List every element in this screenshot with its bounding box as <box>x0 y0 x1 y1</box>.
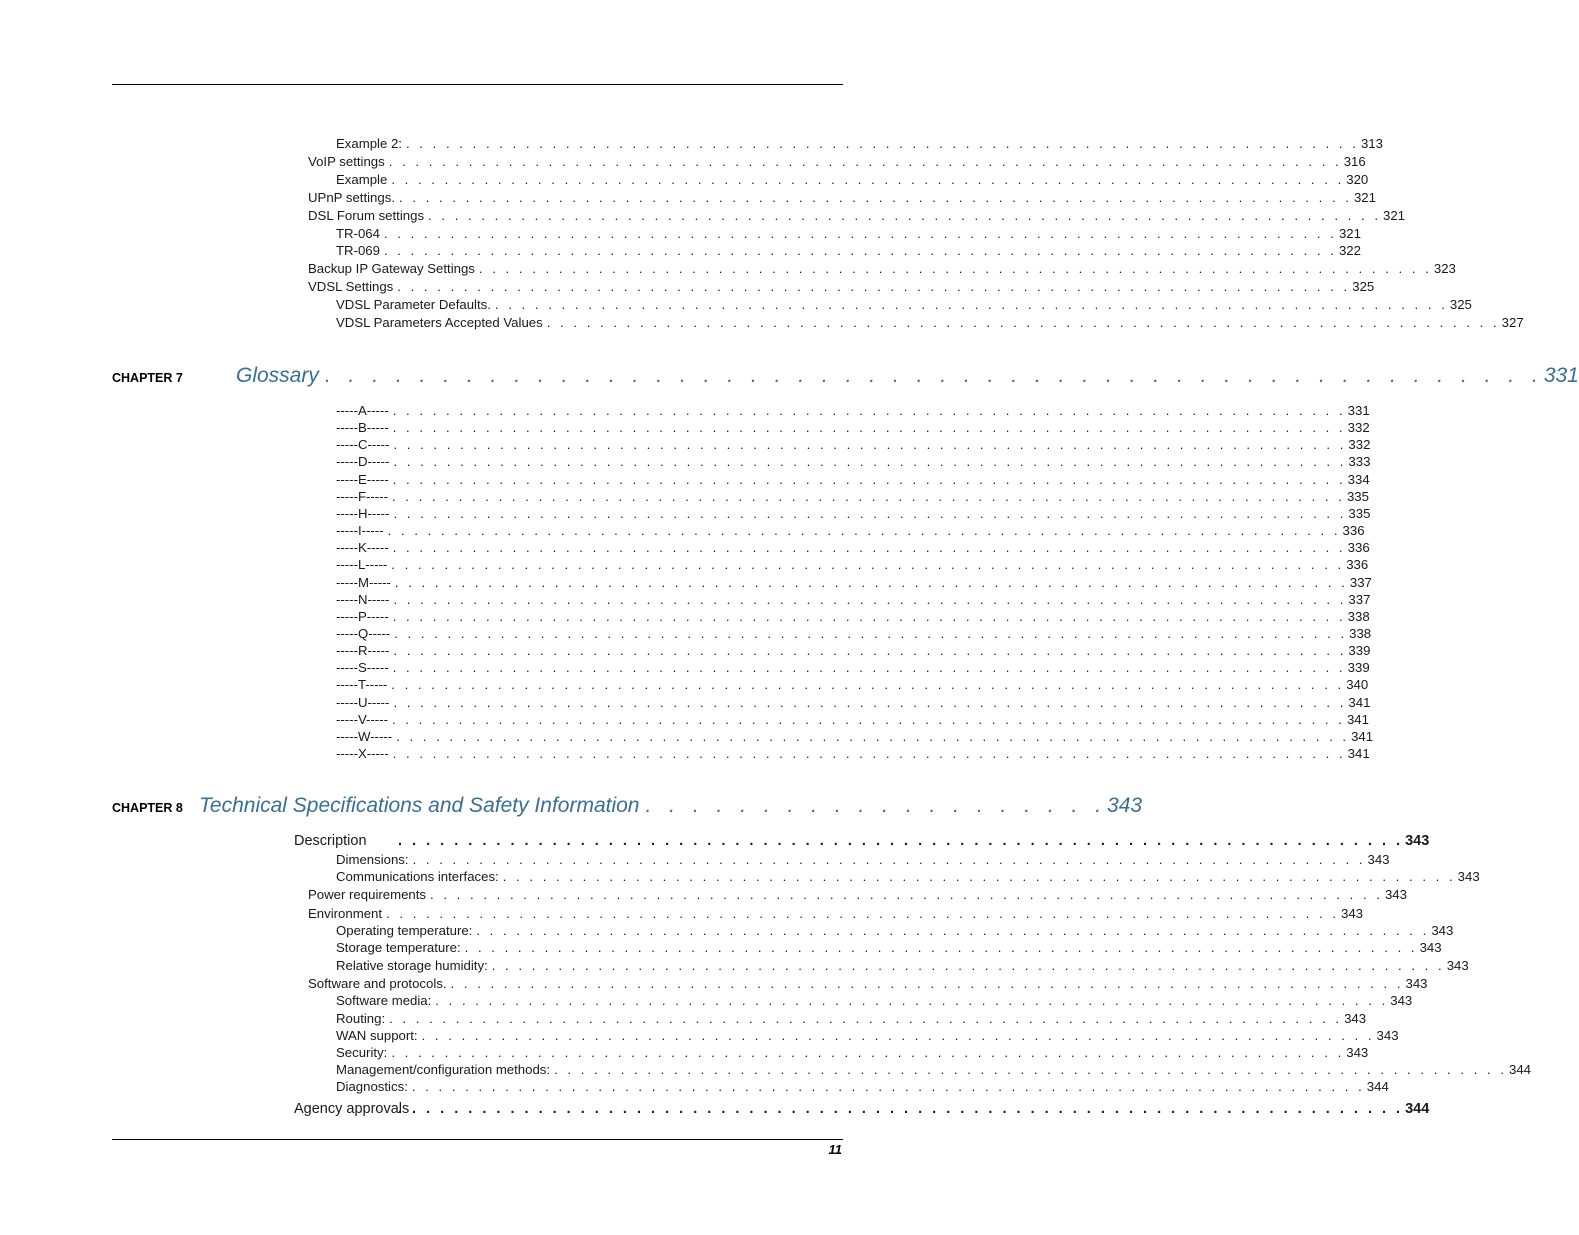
toc-entry-label: Agency approvals <box>294 1101 410 1117</box>
dot-leader: . . . . . . . . . . . . . . . . . . . . . . . . . . . . . . . . . . . . . . . . . . . . . . . . . . . . . . . . . . . . . . . . . . . . . . . . <box>391 677 1345 693</box>
toc-entry-label: -----P----- <box>336 608 389 624</box>
dot-leader: . . . . . . . . . . . . . . . . . . . . . . . . . . . . . . . . . . . . . . . . . . . . . . . . . . . . . . . . . . . . . . . . . . . . . . . . <box>405 136 1359 151</box>
toc-entry[interactable] <box>336 471 1370 488</box>
toc-entry[interactable] <box>336 1011 1367 1027</box>
toc-entry-page-number: 339 <box>1347 660 1370 676</box>
footer-rule <box>112 1139 843 1140</box>
chapter-title: Technical Specifications and Safety Information <box>199 794 640 817</box>
toc-entry[interactable] <box>336 315 1524 331</box>
toc-entry-label: -----E----- <box>336 471 389 487</box>
toc-entry-page-number: 323 <box>1433 261 1456 277</box>
toc-entry[interactable] <box>294 1100 1430 1118</box>
toc-entry-page-number: 321 <box>1353 189 1376 205</box>
toc-entry-label: Operating temperature: <box>336 923 473 938</box>
toc-entry-page-number: 336 <box>1346 557 1369 573</box>
toc-entry[interactable] <box>308 207 1406 224</box>
toc-entry-page-number: 332 <box>1348 437 1371 453</box>
toc-entry-label: -----D----- <box>336 454 390 470</box>
toc-entry-page-number: 341 <box>1351 728 1374 744</box>
toc-entry[interactable] <box>336 643 1371 659</box>
toc-entry-label: TR-064 <box>336 225 380 241</box>
toc-entry-label: -----S----- <box>336 660 389 676</box>
toc-entry[interactable] <box>336 993 1413 1009</box>
toc-entry[interactable] <box>308 189 1376 206</box>
toc-entry[interactable] <box>336 420 1370 436</box>
dot-leader: . . . . . . . . . . . . . . . . . . . . . . . . . . . . . . . . . . . . . . . . . . . . . . . . . . . . . . . . . . . . . . . . . . . . . . . . <box>464 940 1418 955</box>
toc-entry[interactable] <box>336 694 1371 711</box>
dot-leader: . . . . . . . . . . . . . . . . . . . . . . . . . . . . . . . . . . . . . . . . . . . . . . . . . . . . . . . . . . . . . . . . . . . . . . . . <box>399 189 1352 205</box>
toc-entry-label: -----H----- <box>336 505 390 521</box>
toc-entry-label: Routing: <box>336 1011 386 1026</box>
dot-leader: . . . . . . . . . . . . . . . . . . . . . . . . . . . . . . . . . . . . . . . . . . . . . . . . . . . . . . . . . . . . . . . . . . . . . . . . <box>393 643 1347 659</box>
toc-entry-label: TR-069 <box>336 243 380 259</box>
toc-entry-label: -----L----- <box>336 557 388 573</box>
toc-entry-label: Description <box>294 833 367 849</box>
toc-entry[interactable] <box>336 1079 1389 1095</box>
dot-leader: . . . . . . . . . . . . . . . . . . . . . . . . . . . . . . . . . . . . . . . . . . . . . . . . . . . . . . . . . . . . . . . . . . . . . . . . <box>393 437 1347 453</box>
toc-entry-label: -----I----- <box>336 523 384 539</box>
toc-entry-page-number: 325 <box>1449 297 1472 313</box>
toc-entry-page-number: 335 <box>1348 505 1371 521</box>
toc-entry-label: -----Q----- <box>336 625 391 641</box>
toc-entry-label: -----C----- <box>336 437 390 453</box>
dot-leader: . . . . . . . . . . . . . . . . . . . . . . . . . . . . . . . . . . . . . . . . . . . . . . . . . . . . <box>324 364 1544 387</box>
toc-entry[interactable] <box>336 869 1480 885</box>
toc-entry-page-number: 339 <box>1348 643 1371 659</box>
toc-entry[interactable] <box>308 906 1364 922</box>
dot-leader: . . . . . . . . . . . . . . . . . . . . . . . . . . . . . . . . . . . . . . . . . . . . . . . . . . . . . . . . . . . . . . . . . . . . . . . . <box>394 625 1348 641</box>
toc-entry-page-number: 343 <box>1346 1045 1369 1060</box>
toc-entry-page-number: 343 <box>1376 1028 1399 1043</box>
toc-entry-label: WAN support: <box>336 1028 418 1043</box>
dot-leader: . . . . . . . . . . . . . . . . . . . . . . . . . . . . . . . . . . . . . . . . . . . . . . . . . . . . . . . . . . . . . . . . . . . . . . . . <box>398 1101 1404 1117</box>
toc-entry[interactable] <box>336 403 1370 419</box>
toc-entry[interactable] <box>336 746 1370 762</box>
toc-entry-page-number: 335 <box>1346 488 1369 504</box>
header-rule <box>112 84 843 85</box>
toc-entry-label: -----A----- <box>336 403 389 418</box>
toc-entry-label: Software media: <box>336 993 432 1008</box>
toc-entry-page-number: 316 <box>1343 153 1366 169</box>
toc-entry-page-number: 343 <box>1431 923 1454 938</box>
dot-leader: . . . . . . . . . . . . . . . . . . . . . . . . . . . . . . . . . . . . . . . . . . . . . . . . . . . . . . . . . . . . . . . . . . . . . . . . <box>392 403 1346 418</box>
dot-leader: . . . . . . . . . . . . . . . . . . . . . . . . . . . . . . . . . . . . . . . . . . . . . . . . . . . . . . . . . . . . . . . . . . . . . . . . <box>391 557 1345 573</box>
toc-entry-label: Power requirements <box>308 887 427 902</box>
toc-entry[interactable] <box>308 279 1375 295</box>
toc-entry-label: Management/configuration methods: <box>336 1062 551 1077</box>
dot-leader: . . . . . . . . . . . . . . . . . . . . . . . . . . . . . . . . . . . . . . . . . . . . . . . . . . . . . . . . . . . . . . . . . . . . . . . . <box>383 243 1337 259</box>
dot-leader: . . . . . . . . . . . . . . . . . . . . . . . . . . . . . . . . . . . . . . . . . . . . . . . . . . . . . . . . . . . . . . . . . . . . . . . . <box>421 1028 1375 1043</box>
toc-entry[interactable] <box>336 225 1361 242</box>
toc-entry[interactable] <box>336 136 1383 152</box>
toc-entry-page-number: 343 <box>1419 940 1442 955</box>
toc-entry-label: -----N----- <box>336 591 390 607</box>
chapter-title: Glossary <box>236 364 319 387</box>
dot-leader: . . . . . . . . . . . . . . . . . . . . . . . . . . . . . . . . . . . . . . . . . . . . . . . . . . . . . . . . . . . . . . . . . . . . . . . . <box>394 574 1348 590</box>
toc-entry[interactable] <box>336 505 1371 522</box>
toc-entry-page-number: 344 <box>1509 1062 1532 1077</box>
toc-entry[interactable] <box>336 243 1361 259</box>
toc-entry-label: VDSL Parameter Defaults. <box>336 297 491 313</box>
toc-entry[interactable] <box>308 976 1428 992</box>
dot-leader: . . . . . . . . . . . . . . . . . . . . . . . . . . . . . . . . . . . . . . . . . . . . . . . . . . . . . . . . . . . . . . . . . . . . . . . . <box>397 279 1351 295</box>
toc-entry[interactable] <box>336 540 1370 556</box>
dot-leader: . . . . . . . . . . . . . . . . . . . . . . . . . . . . . . . . . . . . . . . . . . . . . . . . . . . . . . . . . . . . . . . . . . . . . . . . <box>430 887 1383 902</box>
toc-entry[interactable] <box>336 1062 1532 1078</box>
chapter-8-heading[interactable] <box>112 794 1143 818</box>
toc-entry-page-number: 338 <box>1349 625 1372 641</box>
toc-entry-label: Software and protocols. <box>308 976 447 991</box>
toc-entry-label: DSL Forum settings <box>308 207 425 223</box>
dot-leader: . . . . . . . . . . . . . . . . . . . . . . . . . . . . . . . . . . . . . . . . . . . . . . . . . . . . . . . . . . . . . . . . . . . . . . . . <box>411 1079 1365 1094</box>
dot-leader: . . . . . . . . . . . . . . . . . . . . . . . . . . . . . . . . . . . . . . . . . . . . . . . . . . . . . . . . . . . . . . . . . . . . . . . . <box>392 660 1346 676</box>
dot-leader: . . . . . . . . . . . . . . . . . . . . . . . . . . . . . . . . . . . . . . . . . . . . . . . . . . . . . . . . . . . . . . . . . . . . . . . . <box>391 171 1345 187</box>
toc-entry-page-number: 343 <box>1457 869 1480 884</box>
toc-entry-page-number: 320 <box>1346 171 1369 187</box>
toc-entry-page-number: 337 <box>1349 574 1372 590</box>
dot-leader: . . . . . . . . . . . . . . . . . . . . . . . . . . . . . . . . . . . . . . . . . . . . . . . . . . . . . . . . . . . . . . . . . . . . . . . . <box>502 869 1456 884</box>
toc-entry-page-number: 343 <box>1341 906 1364 921</box>
toc-entry-label: -----V----- <box>336 711 388 727</box>
toc-entry-label: -----F----- <box>336 488 388 504</box>
dot-leader: . . . . . . . . . . . . . . . . . . . . . . . . . . . . . . . . . . . . . . . . . . . . . . . . . . . . . . . . . . . . . . . . . . . . . . . . <box>392 420 1346 436</box>
toc-entry-label: -----X----- <box>336 746 389 761</box>
dot-leader: . . . . . . . . . . . . . . . . . . . . . . . . . . . . . . . . . . . . . . . . . . . . . . . . . . . . . . . . . . . . . . . . . . . . . . . . <box>435 993 1389 1008</box>
toc-entry[interactable] <box>336 923 1454 939</box>
toc-entry-label: -----K----- <box>336 540 389 556</box>
toc-entry-page-number: 343 <box>1384 887 1407 902</box>
toc-entry[interactable] <box>336 1045 1369 1061</box>
toc-entry[interactable] <box>336 728 1374 745</box>
toc-entry-page-number: 336 <box>1342 523 1365 539</box>
toc-entry[interactable] <box>336 625 1372 642</box>
chapter-label: CHAPTER 8 <box>112 801 183 815</box>
toc-entry-label: -----M----- <box>336 574 391 590</box>
dot-leader: . . . . . . . . . . . . . . . . . . . . . . . . . . . . . . . . . . . . . . . . . . . . . . . . . . . . . . . . . . . . . . . . . . . . . . . . <box>391 1045 1345 1060</box>
toc-entry-label: Security: <box>336 1045 388 1060</box>
toc-entry[interactable] <box>336 608 1370 625</box>
toc-entry-page-number: 336 <box>1347 540 1370 556</box>
toc-entry-label: Diagnostics: <box>336 1079 408 1094</box>
toc-entry-page-number: 341 <box>1347 746 1370 761</box>
toc-entry-label: VoIP settings <box>308 153 385 169</box>
toc-entry[interactable] <box>308 887 1407 903</box>
chapter-7-heading[interactable] <box>112 364 1579 388</box>
toc-entry-label: -----R----- <box>336 643 390 659</box>
toc-entry-label: Example 2: <box>336 136 402 151</box>
toc-entry-page-number: 341 <box>1348 694 1371 710</box>
toc-entry-label: Relative storage humidity: <box>336 958 488 973</box>
toc-entry[interactable] <box>336 171 1369 188</box>
toc-entry-label: Environment <box>308 906 383 921</box>
toc-entry-page-number: 344 <box>1366 1079 1389 1094</box>
toc-entry-page-number: 325 <box>1352 279 1375 295</box>
toc-entry[interactable] <box>336 711 1369 728</box>
dot-leader: . . . . . . . . . . . . . . . . . . . . . . . . . . . . . . . . . . . . . . . . . . . . . . . . . . . . . . . . . . . . . . . . . . . . . . . . <box>393 454 1347 470</box>
toc-entry[interactable] <box>336 591 1371 608</box>
dot-leader: . . . . . . . . . . . . . . . . . . . . . . . . . . . . . . . . . . . . . . . . . . . . . . . . . . . . . . . . . . . . . . . . . . . . . . . . <box>387 523 1341 539</box>
dot-leader: . . . . . . . . . . . . . . . . . . . . . . . . . . . . . . . . . . . . . . . . . . . . . . . . . . . . . . . . . . . . . . . . . . . . . . . . <box>554 1062 1508 1077</box>
toc-entry[interactable] <box>336 523 1365 539</box>
toc-entry-page-number: 313 <box>1360 136 1383 151</box>
toc-entry[interactable] <box>308 153 1366 170</box>
dot-leader: . . . . . . . . . . . . . . . . . . . . . . . . . . . . . . . . . . . . . . . . . . . . . . . . . . . . . . . . . . . . . . . . . . . . . . . . <box>396 728 1350 744</box>
page-number: 11 <box>828 1142 842 1157</box>
toc-entry-page-number: 321 <box>1338 225 1361 241</box>
dot-leader: . . . . . . . . . . . . . . . . . . . . . . . . . . . . . . . . . . . . . . . . . . . . . . . . . . . . . . . . . . . . . . . . . . . . . . . . <box>393 694 1347 710</box>
toc-entry[interactable] <box>336 677 1369 693</box>
toc-entry[interactable] <box>336 454 1371 470</box>
toc-entry-page-number: 340 <box>1346 677 1369 693</box>
toc-entry-page-number: 332 <box>1347 420 1370 436</box>
dot-leader: . . . . . . . . . . . . . . . . . . . . . . . . . . . . . . . . . . . . . . . . . . . . . . . . . . . . . . . . . . . . . . . . . . . . . . . . <box>392 608 1346 624</box>
toc-entry-page-number: 343 <box>1405 833 1430 849</box>
toc-entry[interactable] <box>336 437 1371 453</box>
dot-leader: . . . . . . . . . . . . . . . . . . . . . . . . . . . . . . . . . . . . . . . . . . . . . . . . . . . . . . . . . . . . . . . . . . . . . . . . <box>389 1011 1343 1026</box>
toc-entry-page-number: 343 <box>1405 976 1428 991</box>
toc-entry[interactable] <box>336 488 1369 505</box>
toc-entry-page-number: 327 <box>1501 315 1524 330</box>
dot-leader: . . . . . . . . . . . . . . . . . . . . . . . . . . . . . . . . . . . . . . . . . . . . . . . . . . . . . . . . . . . . . . . . . . . . . . . . <box>478 261 1432 277</box>
toc-entry-page-number: 337 <box>1348 591 1371 607</box>
toc-entry[interactable] <box>336 297 1472 313</box>
toc-entry-label: VDSL Settings <box>308 279 394 295</box>
toc-entry-page-number: 331 <box>1347 403 1370 418</box>
dot-leader: . . . . . . . . . . . . . . . . . . . . . . . . . . . . . . . . . . . . . . . . . . . . . . . . . . . . . . . . . . . . . . . . . . . . . . . . <box>392 540 1346 556</box>
toc-entry-page-number: 343 <box>1390 993 1413 1008</box>
toc-entry-page-number: 321 <box>1383 207 1406 223</box>
dot-leader: . . . . . . . . . . . . . . . . . . . . . . . . . . . . . . . . . . . . . . . . . . . . . . . . . . . . . . . . . . . . . . . . . . . . . . . . <box>386 906 1339 921</box>
toc-entry-label: Storage temperature: <box>336 940 461 955</box>
toc-entry[interactable] <box>336 574 1372 591</box>
dot-leader: . . . . . . . . . . . . . . . . . . . . . . . . . . . . . . . . . . . . . . . . . . . . . . . . . . . . . . . . . . . . . . . . . . . . . . . . <box>393 591 1347 607</box>
toc-entry-label: -----W----- <box>336 728 393 744</box>
toc-entry-page-number: 344 <box>1405 1101 1430 1117</box>
dot-leader: . . . . . . . . . . . . . . . . . . . . . . . . . . . . . . . . . . . . . . . . . . . . . . . . . . . . . . . . . . . . . . . . . . . . . . . . <box>476 923 1430 938</box>
dot-leader: . . . . . . . . . . . . . . . . . . . . . . . . . . . . . . . . . . . . . . . . . . . . . . . . . . . . . . . . . . . . . . . . . . . . . . . . <box>391 711 1345 727</box>
toc-entry-page-number: 343 <box>1446 958 1469 973</box>
dot-leader: . . . . . . . . . . . . . . . . . . . . . . . . . . . . . . . . . . . . . . . . . . . . . . . . . . . . . . . . . . . . . . . . . . . . . . . . <box>383 225 1337 241</box>
dot-leader: . . . . . . . . . . . . . . . . . . . . . . . . . . . . . . . . . . . . . . . . . . . . . . . . . . . . . . . . . . . . . . . . . . . . . . . . <box>391 488 1345 504</box>
toc-entry-label: -----B----- <box>336 420 389 436</box>
toc-entry-label: Communications interfaces: <box>336 869 499 884</box>
dot-leader: . . . . . . . . . . . . . . . . . . . . . . . . . . . . . . . . . . . . . . . . . . . . . . . . . . . . . . . . . . . . . . . . . . . . . . . . <box>388 153 1342 169</box>
toc-entry-page-number: 343 <box>1344 1011 1367 1026</box>
dot-leader: . . . . . . . . . . . . . . . . . . . . . . . . . . . . . . . . . . . . . . . . . . . . . . . . . . . . . . . . . . . . . . . . . . . . . . . . <box>450 976 1404 991</box>
toc-entry[interactable] <box>336 557 1369 573</box>
toc-entry[interactable] <box>336 958 1469 974</box>
toc-entry-page-number: 338 <box>1347 608 1370 624</box>
dot-leader: . . . . . . . . . . . . . . . . . . . . . . . . . . . . . . . . . . . . . . . . . . . . . . . . . . . . . . . . . . . . . . . . . . . . . . . . <box>393 505 1347 521</box>
toc-entry-label: Dimensions: <box>336 852 409 867</box>
toc-entry-page-number: 343 <box>1367 852 1390 867</box>
toc-entry-page-number: 334 <box>1347 471 1370 487</box>
toc-entry-page-number: 322 <box>1338 243 1361 259</box>
toc-entry[interactable] <box>294 832 1430 850</box>
toc-entry[interactable] <box>336 852 1390 868</box>
dot-leader: . . . . . . . . . . . . . . . . . . . . . . . . . . . . . . . . . . . . . . . . . . . . . . . . . . . . . . . . . . . . . . . . . . . . . . . . <box>392 471 1346 487</box>
toc-entry-label: -----U----- <box>336 694 390 710</box>
dot-leader: . . . . . . . . . . . . . . . . . . . . . . . . . . . . . . . . . . . . . . . . . . . . . . . . . . . . . . . . . . . . . . . . . . . . . . . . <box>398 833 1404 849</box>
dot-leader: . . . . . . . . . . . . . . . . . . . . . . . . . . . . . . . . . . . . . . . . . . . . . . . . . . . . . . . . . . . . . . . . . . . . . . . . <box>412 852 1366 867</box>
dot-leader: . . . . . . . . . . . . . . . . . . . . <box>645 794 1108 817</box>
toc-entry-page-number: 333 <box>1348 454 1371 470</box>
toc-entry-label: Example <box>336 171 388 187</box>
dot-leader: . . . . . . . . . . . . . . . . . . . . . . . . . . . . . . . . . . . . . . . . . . . . . . . . . . . . . . . . . . . . . . . . . . . . . . . . <box>491 958 1445 973</box>
dot-leader: . . . . . . . . . . . . . . . . . . . . . . . . . . . . . . . . . . . . . . . . . . . . . . . . . . . . . . . . . . . . . . . . . . . . . . . . <box>392 746 1346 761</box>
chapter-page-number: 343 <box>1107 794 1143 817</box>
toc-entry[interactable] <box>336 1028 1399 1044</box>
toc-entry-label: UPnP settings. <box>308 189 395 205</box>
dot-leader: . . . . . . . . . . . . . . . . . . . . . . . . . . . . . . . . . . . . . . . . . . . . . . . . . . . . . . . . . . . . . . . . . . . . . . . . <box>546 315 1500 330</box>
chapter-page-number: 331 <box>1543 364 1579 387</box>
toc-entry-label: -----T----- <box>336 677 388 693</box>
toc-entry-label: Backup IP Gateway Settings <box>308 261 475 277</box>
dot-leader: . . . . . . . . . . . . . . . . . . . . . . . . . . . . . . . . . . . . . . . . . . . . . . . . . . . . . . . . . . . . . . . . . . . . . . . . <box>428 207 1381 223</box>
toc-entry-label: VDSL Parameters Accepted Values <box>336 315 543 330</box>
toc-entry-page-number: 341 <box>1346 711 1369 727</box>
dot-leader: . . . . . . . . . . . . . . . . . . . . . . . . . . . . . . . . . . . . . . . . . . . . . . . . . . . . . . . . . . . . . . . . . . . . . . . . <box>494 297 1448 313</box>
toc-entry[interactable] <box>336 660 1370 676</box>
toc-entry[interactable] <box>308 261 1456 277</box>
chapter-label: CHAPTER 7 <box>112 371 183 385</box>
toc-entry[interactable] <box>336 940 1442 956</box>
